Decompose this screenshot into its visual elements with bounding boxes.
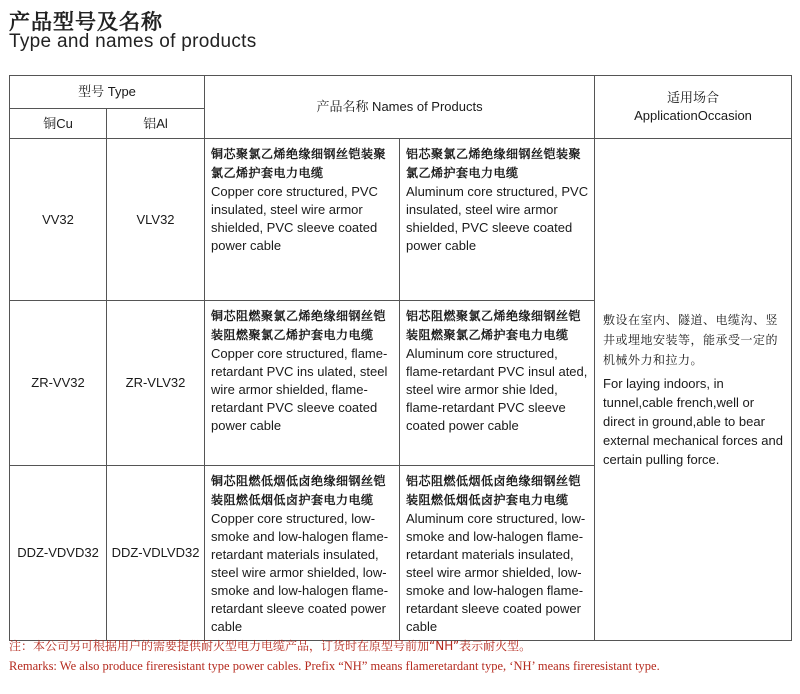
al-product-cell: [400, 301, 595, 466]
cu-model-cell: ZR-VV32: [10, 301, 107, 466]
al-product-cell: [400, 466, 595, 641]
al-product-cell: [400, 139, 595, 301]
al-product-name-en: Aluminum core structured, low-smoke and low-halogen flame-retardant materials insulated, steel wire armor shielded, low-smoke and low-halogen flame-retardant sleeve coated power cable: [406, 511, 586, 634]
al-product-name-cn: 铝芯聚氯乙烯绝缘细钢丝铠装聚氯乙烯护套电力电缆: [406, 147, 582, 180]
al-model-cell: VLV32: [107, 139, 205, 301]
products-table: [9, 75, 792, 641]
cu-product-cell: [205, 301, 400, 466]
cu-product-name-en: Copper core structured, flame-retardant PVC ins ulated, steel wire armor shielded, flame-retardant PVC sleeve coated power cable: [211, 346, 388, 433]
cu-header: 铜Cu: [10, 109, 107, 139]
table-row: [10, 139, 792, 301]
al-product-name-en: Aluminum core structured, PVC insulated, steel wire armor shielded, PVC sleeve coated power cable: [406, 184, 589, 253]
occasion-header: [595, 76, 792, 139]
occasion-header-cn: 适用场合: [667, 90, 720, 105]
occasion-text-cn: 敷设在室内、隧道、电缆沟、竖井或埋地安装等，能承受一定的机械外力和拉力。: [603, 313, 779, 367]
occasion-text-en: For laying indoors, in tunnel,cable french,well or direct in ground,able to bear external mechanical forces and certain pulling force.: [603, 376, 783, 467]
al-product-name-cn: 铝芯阻燃聚氯乙烯绝缘细钢丝铠装阻燃聚氯乙烯护套电力电缆: [406, 309, 582, 342]
notes-block: [9, 637, 793, 677]
cu-product-name-en: Copper core structured, PVC insulated, steel wire armor shielded, PVC sleeve coated power cable: [211, 184, 378, 253]
page-title-cn: 产品型号及名称: [9, 10, 163, 34]
cu-product-cell: [205, 466, 400, 641]
note-cn: 注：本公司另可根据用户的需要提供耐火型电力电缆产品，订货时在原型号前加“NH”表示耐火型。: [9, 639, 532, 653]
al-header: 铝Al: [107, 109, 205, 139]
cu-product-name-cn: 铜芯聚氯乙烯绝缘细钢丝铠装聚氯乙烯护套电力电缆: [211, 147, 387, 180]
product-name-header: 产品名称 Names of Products: [205, 76, 595, 139]
note-en: Remarks: We also produce fireresistant type power cables. Prefix “NH” means flameretardant type, ‘NH’ means fireresistant type.: [9, 659, 660, 673]
cu-product-name-cn: 铜芯阻燃低烟低卤绝缘细钢丝铠装阻燃低烟低卤护套电力电缆: [211, 474, 387, 507]
type-header: 型号 Type: [10, 76, 205, 109]
al-product-name-cn: 铝芯阻燃低烟低卤绝缘细钢丝铠装阻燃低烟低卤护套电力电缆: [406, 474, 582, 507]
cu-model-cell: DDZ-VDVD32: [10, 466, 107, 641]
cu-product-cell: [205, 139, 400, 301]
page-title-en: Type and names of products: [9, 31, 257, 52]
al-model-cell: DDZ-VDLVD32: [107, 466, 205, 641]
cu-model-cell: VV32: [10, 139, 107, 301]
al-model-cell: ZR-VLV32: [107, 301, 205, 466]
header-row-top: [10, 76, 792, 109]
occasion-cell: [595, 139, 792, 641]
cu-product-name-en: Copper core structured, low-smoke and low-halogen flame-retardant materials insulated, steel wire armor shielded, low-smoke and low-halogen flame-retardant sleeve coated power cable: [211, 511, 389, 634]
cu-product-name-cn: 铜芯阻燃聚氯乙烯绝缘细钢丝铠装阻燃聚氯乙烯护套电力电缆: [211, 309, 387, 342]
al-product-name-en: Aluminum core structured, flame-retardant PVC insul ated, steel wire armor shie lded, flame-retardant PVC sleeve coated power cable: [406, 346, 588, 433]
occasion-header-en: ApplicationOccasion: [634, 108, 752, 123]
